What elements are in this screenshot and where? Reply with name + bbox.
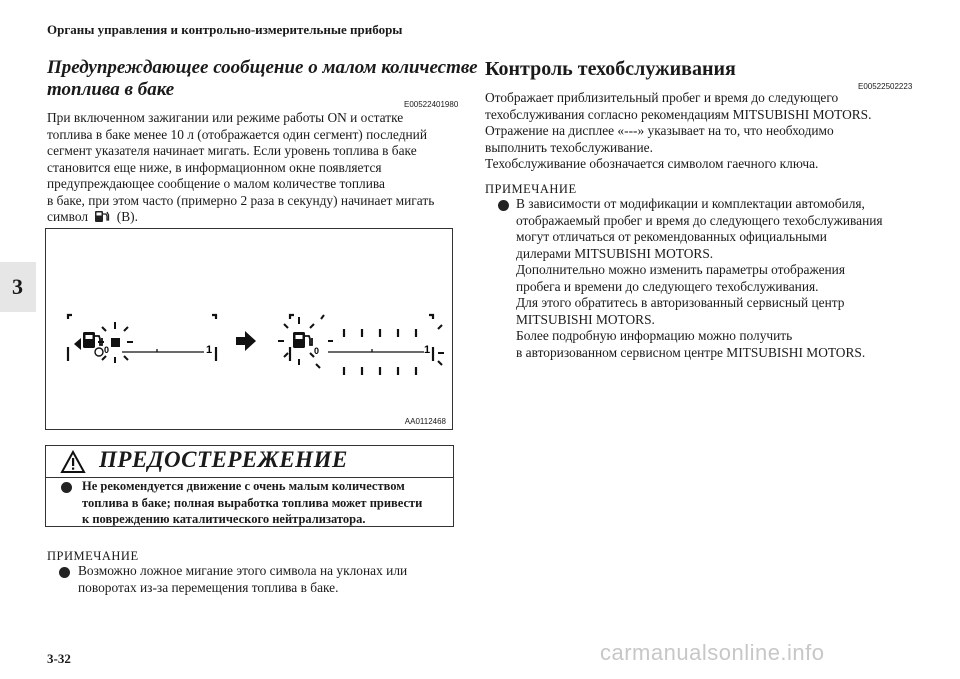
warning-line: Не рекомендуется движение с очень малым количеством: [82, 479, 405, 493]
note-label: ПРИМЕЧАНИЕ: [47, 549, 139, 563]
page-number: 3-32: [47, 651, 71, 666]
gauge-zero-left: 0: [104, 345, 110, 355]
blink-rays-right-end: [438, 325, 444, 365]
right-note-text: [516, 196, 883, 361]
paragraph-line: топлива в баке менее 10 л (отображается один сегмент) последний: [47, 126, 428, 142]
note-line: Возможно ложное мигание этого символа на уклонах или: [78, 563, 408, 578]
bullet: [61, 482, 72, 493]
chapter-number: 3: [12, 274, 23, 299]
note-line: Более подробную информацию можно получить: [516, 328, 793, 343]
right-section-heading: Контроль техобслуживания: [485, 58, 736, 80]
empty-segments-top: [344, 329, 416, 337]
gauge-zero-right: 0: [314, 346, 320, 356]
paragraph-text: (B).: [116, 209, 138, 224]
paragraph-line: При включенном зажигании или режиме работы ON и остатке: [47, 110, 404, 125]
paragraph-text: символ: [47, 209, 89, 224]
blinking-segment-left: [111, 338, 120, 347]
bullet: [59, 567, 70, 578]
paragraph-line: предупреждающее сообщение о малом количестве топлива: [47, 176, 385, 191]
gauge-dot-left: [95, 348, 103, 356]
note-line: могут отличаться от рекомендованных официальными: [516, 229, 827, 244]
fuel-gauge-figure: [45, 228, 453, 430]
bullet: [498, 200, 509, 211]
fuel-pump-icon-left: [83, 332, 102, 348]
note-line: в авторизованном сервисном центре MITSUBISHI MOTORS.: [516, 344, 866, 360]
warning-text: [82, 478, 422, 528]
paragraph-line: становится еще ниже, в информационном окне появляется: [47, 159, 382, 175]
note-label: ПРИМЕЧАНИЕ: [485, 182, 577, 196]
right-paragraph: [485, 90, 871, 173]
note-line: поворотах из-за перемещения топлива в баке.: [78, 579, 339, 595]
note-line: Дополнительно можно изменить параметры отображения: [516, 262, 846, 277]
note-line: пробега и времени до следующего техобслуживания.: [516, 278, 819, 294]
gauge-one-right: 1: [424, 344, 431, 356]
fuel-pump-icon-right: [293, 332, 312, 348]
paragraph-line: в баке, при этом часто (примерно 2 раза в секунду) начинает мигать: [47, 192, 435, 208]
left-section-code: E00522401980: [404, 100, 459, 109]
paragraph-line: сегмент указателя начинает мигать. Если уровень топлива в баке: [47, 143, 417, 158]
note-line: В зависимости от модификации и комплектации автомобиля,: [516, 196, 865, 211]
blink-rays-right: [278, 315, 333, 368]
figure-code: AA0112468: [404, 417, 446, 426]
paragraph-line: Отражение на дисплее «---» указывает на то, что необходимо: [485, 123, 834, 138]
running-header: Органы управления и контрольно-измерительные приборы: [47, 22, 403, 37]
warning-title: ПРЕДОСТЕРЕЖЕНИЕ: [99, 447, 348, 472]
note-line: Для этого обратитесь в авторизованный сервисный центр: [516, 295, 845, 310]
fuel-gauge-illustration: [46, 229, 452, 429]
warning-line: топлива в баке; полная выработка топлива может привести: [82, 495, 423, 510]
warning-line: к повреждению каталитического нейтрализатора.: [82, 512, 366, 526]
gauge-one-left: 1: [206, 344, 213, 356]
left-section-heading: [47, 57, 478, 101]
pointer-left-icon: [74, 338, 81, 350]
right-section-code: E00522502223: [858, 82, 913, 91]
transition-arrow-icon: [236, 331, 256, 351]
note-line: отображаемый пробег и время до следующего техобслуживания: [516, 212, 883, 228]
fuel-pump-icon: [94, 210, 110, 223]
warning-header: [46, 446, 453, 478]
warning-triangle-icon: [60, 450, 86, 474]
left-note-text: [78, 563, 407, 596]
warning-box: [45, 445, 454, 527]
left-heading-line: топлива в баке: [47, 79, 175, 100]
paragraph-line: [47, 209, 434, 226]
empty-segments-bottom: [344, 367, 416, 375]
paragraph-line: Техобслуживание обозначается символом гаечного ключа.: [485, 156, 819, 171]
left-heading-line: Предупреждающее сообщение о малом количестве: [47, 57, 478, 78]
paragraph-line: выполнить техобслуживание.: [485, 139, 653, 155]
note-line: дилерами MITSUBISHI MOTORS.: [516, 245, 714, 261]
left-paragraph: [47, 110, 434, 226]
note-line: MITSUBISHI MOTORS.: [516, 311, 655, 327]
paragraph-line: техобслуживания согласно рекомендациям MITSUBISHI MOTORS.: [485, 106, 872, 122]
paragraph-line: Отображает приблизительный пробег и время до следующего: [485, 90, 839, 105]
watermark[interactable]: carmanualsonline.info: [600, 640, 825, 665]
